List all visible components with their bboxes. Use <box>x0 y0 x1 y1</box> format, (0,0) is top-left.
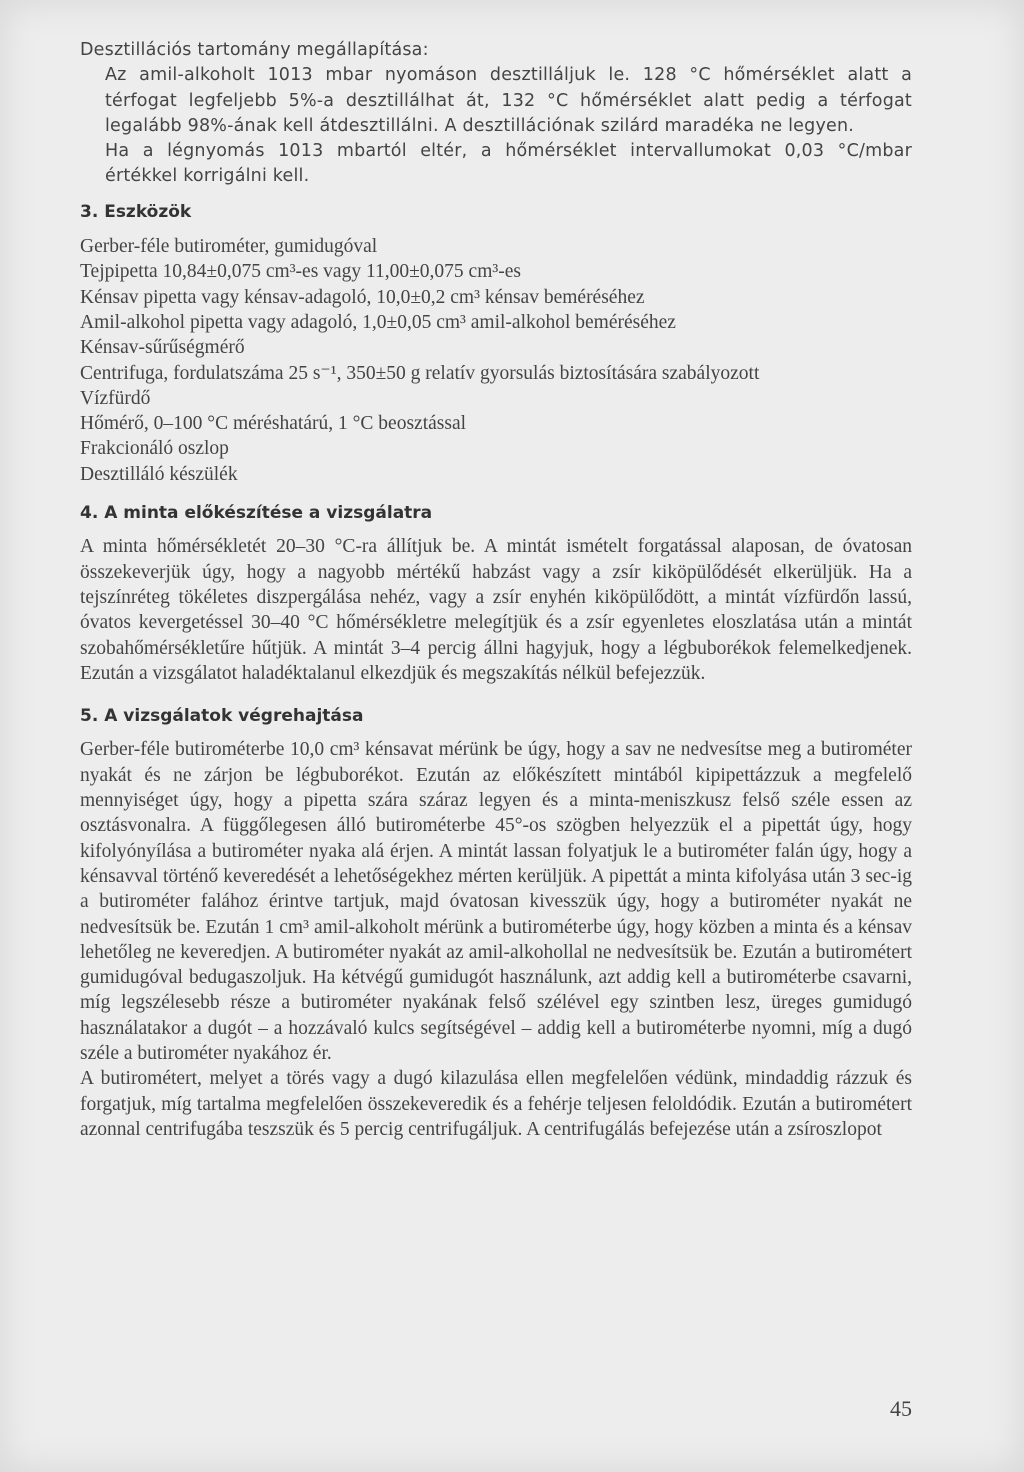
section-4-heading: 4. A minta előkészítése a vizsgálatra <box>80 503 433 524</box>
equipment-item: Desztilláló készülék <box>80 463 238 485</box>
section-5-paragraph-2: A butirométert, melyet a törés vagy a dugó kilazulása ellen megfelelően védünk, mindaddig rázzuk és forgatjuk, míg tartalma megfelelően összekeveredik és a fehérje teljesen feloldódik. Ezután a butirométert azonnal centrifugába teszszük és 5 percig centrifugáljuk. A centrifugálás befejezése után a zsíroszlopot <box>80 1068 912 1140</box>
page-number: 45 <box>890 1396 912 1421</box>
equipment-item: Frakcionáló oszlop <box>80 438 229 460</box>
page-content <box>80 38 912 1142</box>
equipment-item: Gerber-féle butirométer, gumidugóval <box>80 236 378 258</box>
equipment-list <box>80 234 912 487</box>
distillation-paragraph-2: Ha a légnyomás 1013 mbartól eltér, a hőmérséklet intervallumokat 0,03 °C/mbar értékkel korrigálni kell. <box>105 141 912 187</box>
distillation-block <box>80 63 912 189</box>
equipment-item: Kénsav-sűrűségmérő <box>80 337 245 359</box>
distillation-title: Desztillációs tartomány megállapítása: <box>80 40 429 60</box>
equipment-item: Tejpipetta 10,84±0,075 cm³-es vagy 11,00±0,075 cm³-es <box>80 261 521 283</box>
equipment-item: Vízfürdő <box>80 387 151 409</box>
equipment-item: Hőmérő, 0–100 °C méréshatárú, 1 °C beosztással <box>80 413 467 435</box>
equipment-item: Amil-alkohol pipetta vagy adagoló, 1,0±0,05 cm³ amil-alkohol beméréséhez <box>80 311 676 333</box>
equipment-item: Kénsav pipetta vagy kénsav-adagoló, 10,0±0,2 cm³ kénsav beméréséhez <box>80 286 645 308</box>
distillation-paragraph-1: Az amil-alkoholt 1013 mbar nyomáson desztilláljuk le. 128 °C hőmérséklet alatt a térfogat legfeljebb 5%-a desztillálhat át, 132 °C hőmérséklet alatt pedig a térfogat legalább 98%-ának kell átdesztillálni. A desztillációnak szilárd maradéka ne legyen. <box>105 65 912 136</box>
equipment-item: Centrifuga, fordulatszáma 25 s⁻¹, 350±50 g relatív gyorsulás biztosítására szabályozott <box>80 362 760 384</box>
section-4-text: A minta hőmérsékletét 20–30 °C-ra állítjuk be. A mintát ismételt forgatással alaposan, de óvatosan összekeverjük úgy, hogy a nagyobb mértékű habzást vagy a zsír kiköpülődését elkerüljük. Ha a tejszínréteg tökéletes diszpergálása nehéz, vagy a zsír enyhén kiköpülődött, a mintát vízfürdőn lassú, óvatos kevergetéssel 30–40 °C hőmérsékletre melegítjük és a zsír egyenletes eloszlatása után a mintát szobahőmérsékletűre hűtjük. A mintát 3–4 percig állni hagyjuk, hogy a légbuborékok felemelkedjenek. Ezután a vizsgálatot haladéktalanul elkezdjük és megszakítás nélkül befejezzük. <box>80 536 912 684</box>
section-5-heading: 5. A vizsgálatok végrehajtása <box>80 706 364 727</box>
section-3-heading: 3. Eszközök <box>80 201 192 222</box>
section-5-paragraph-1: Gerber-féle butirométerbe 10,0 cm³ kénsavat mérünk be úgy, hogy a sav ne nedvesítse meg a butirométer nyakát és ne zárjon be légbuborékot. Ezután az előkészített mintából kipipettázzuk a megfelelő mennyiséget úgy, hogy a pipetta szára száraz legyen és a minta-meniszkusz felső széle essen az osztásvonalra. A függőlegesen álló butirométerbe 45°-os szögben helyezzük el a pipettát úgy, hogy kifolyónyílása a butirométer nyaka alá érjen. A mintát lassan folyatjuk le a butirométer falán úgy, hogy a kénsavval történő keveredését a lehetőségekhez mérten kerüljük. A pipettát a minta kifolyása után 3 sec-ig a butirométer falához érintve tartjuk, majd óvatosan kivesszük úgy, hogy a butirométer nyakát ne nedvesítsük be. Ezután 1 cm³ amil-alkoholt mérünk a butirométerbe úgy, hogy közben a minta és a kénsav lehetőleg ne keveredjen. A butirométer nyakát az amil-alkohollal ne nedvesítsük be. Ezután a butirométert gumidugóval bedugaszoljuk. Ha kétvégű gumidugót használunk, azt addig kell a butirométerbe csavarni, míg legszélesebb része a butirométer nyakának felső szélével egy szintben lesz, üreges gumidugó használatakor a dugót – a hozzávaló kulcs segítségével – addig kell a butirométerbe nyomni, míg a dugó széle a butirométer nyakához ér. <box>80 739 912 1064</box>
